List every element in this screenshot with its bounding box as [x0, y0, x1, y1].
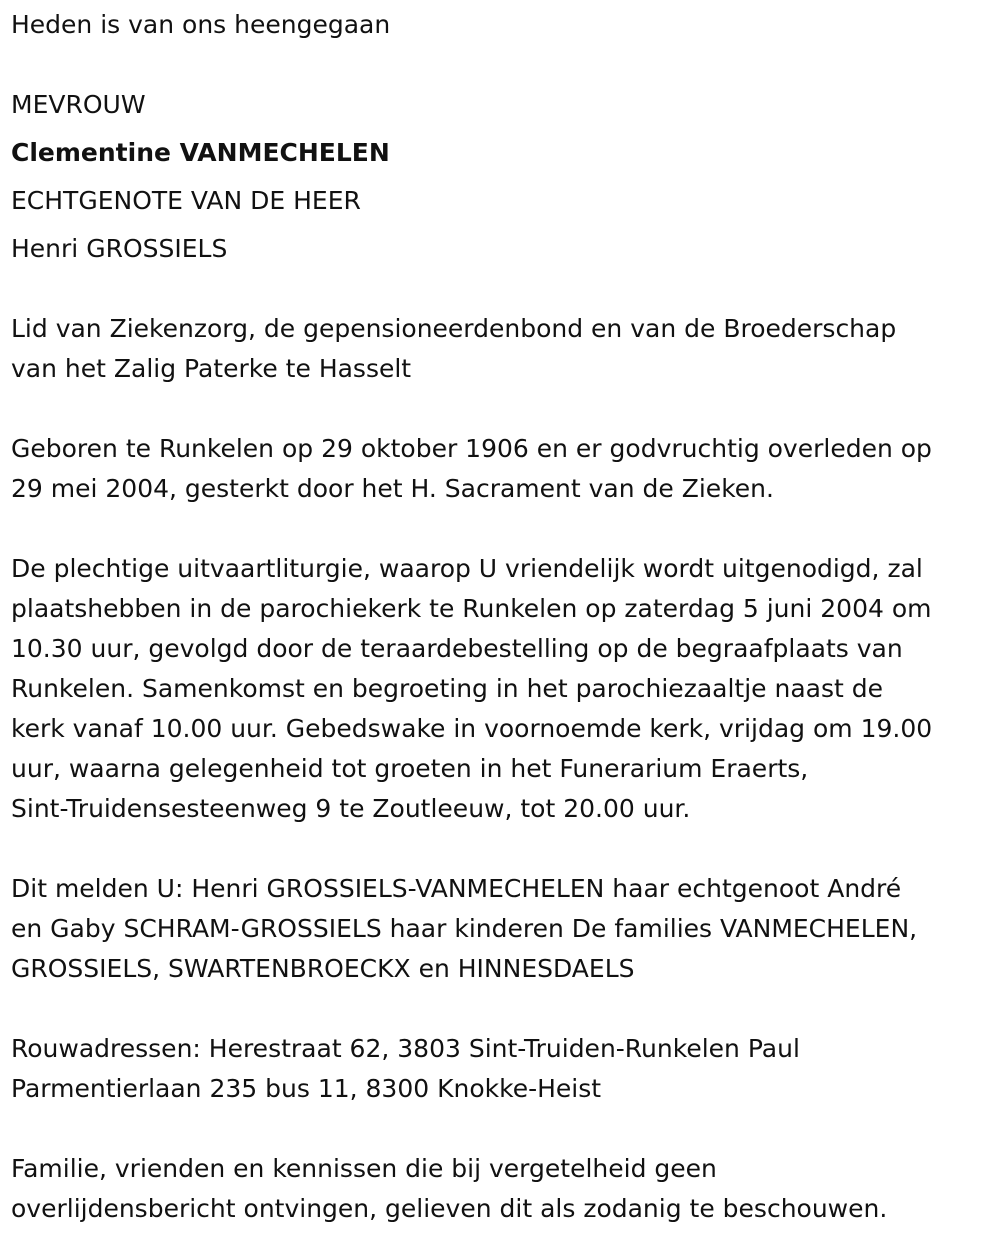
- funeral-line: kerk vanaf 10.00 uur. Gebedswake in voornoemde kerk, vrijdag om 19.00: [11, 714, 933, 743]
- address-line: Parmentierlaan 235 bus 11, 8300 Knokke-Heist: [11, 1074, 602, 1103]
- birth-death-line: 29 mei 2004, gesterkt door het H. Sacrament van de Zieken.: [11, 474, 774, 503]
- spouse-name: Henri GROSSIELS: [11, 234, 228, 263]
- closing-line: Familie, vrienden en kennissen die bij vergetelheid geen: [11, 1154, 717, 1183]
- funeral-line: 10.30 uur, gevolgd door de teraardebestelling op de begraafplaats van: [11, 634, 903, 663]
- funeral-line: De plechtige uitvaartliturgie, waarop U vriendelijk wordt uitgenodigd, zal: [11, 554, 923, 583]
- funeral-line: Runkelen. Samenkomst en begroeting in het parochiezaaltje naast de: [11, 674, 883, 703]
- funeral-line: plaatshebben in de parochiekerk te Runkelen op zaterdag 5 juni 2004 om: [11, 594, 932, 623]
- title-prefix: MEVROUW: [11, 90, 146, 119]
- memberships-line: Lid van Ziekenzorg, de gepensioneerdenbond en van de Broederschap: [11, 314, 897, 343]
- announcers-line: Dit melden U: Henri GROSSIELS-VANMECHELEN haar echtgenoot André: [11, 874, 902, 903]
- funeral-line: uur, waarna gelegenheid tot groeten in het Funerarium Eraerts,: [11, 754, 809, 783]
- announcers-line: GROSSIELS, SWARTENBROECKX en HINNESDAELS: [11, 954, 635, 983]
- address-line: Rouwadressen: Herestraat 62, 3803 Sint-Truiden-Runkelen Paul: [11, 1034, 800, 1063]
- closing-line: overlijdensbericht ontvingen, gelieven dit als zodanig te beschouwen.: [11, 1194, 888, 1223]
- announcers-line: en Gaby SCHRAM-GROSSIELS haar kinderen De families VANMECHELEN,: [11, 914, 918, 943]
- intro-text: Heden is van ons heengegaan: [11, 10, 391, 39]
- birth-death-line: Geboren te Runkelen op 29 oktober 1906 en er godvruchtig overleden op: [11, 434, 932, 463]
- memberships-line: van het Zalig Paterke te Hasselt: [11, 354, 412, 383]
- funeral-line: Sint-Truidensesteenweg 9 te Zoutleeuw, tot 20.00 uur.: [11, 794, 691, 823]
- deceased-name: Clementine VANMECHELEN: [11, 138, 390, 167]
- relation-text: ECHTGENOTE VAN DE HEER: [11, 186, 361, 215]
